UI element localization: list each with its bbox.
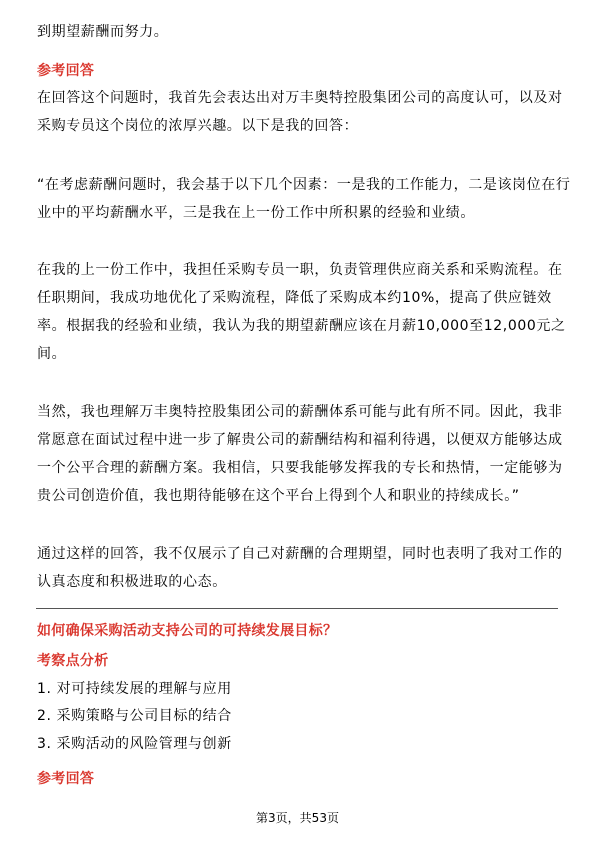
quote-p3-line-4: 贵公司创造价值，我也期待能够在这个平台上得到个人和职业的持续成长。” [37, 488, 520, 504]
quote-p1-line-2: 业中的平均薪酬水平，三是我在上一份工作中所积累的经验和业绩。 [37, 205, 475, 221]
quote-p3-line-2: 常愿意在面试过程中进一步了解贵公司的薪酬结构和福利待遇，以便双方能够达成 [37, 432, 563, 448]
closing-line-2: 认真态度和积极进取的心态。 [37, 574, 227, 590]
section-divider [36, 608, 558, 609]
intro-tail-text: 到期望薪酬而努力。 [37, 24, 169, 40]
answer-intro-line-2: 采购专员这个岗位的浓厚兴趣。以下是我的回答： [37, 118, 359, 134]
question-heading: 如何确保采购活动支持公司的可持续发展目标？ [37, 623, 338, 639]
quote-p3-line-1: 当然，我也理解万丰奥特控股集团公司的薪酬体系可能与此有所不同。因此，我非 [37, 404, 563, 420]
answer-heading: 参考回答 [37, 63, 95, 79]
quote-p3-line-3: 一个公平合理的薪酬方案。我相信，只要我能够发挥我的专长和热情，一定能够为 [37, 460, 563, 476]
analysis-heading: 考察点分析 [37, 653, 109, 669]
analysis-point-3: 3. 采购活动的风险管理与创新 [37, 736, 232, 752]
quote-p2-line-1: 在我的上一份工作中，我担任采购专员一职，负责管理供应商关系和采购流程。在 [37, 262, 563, 278]
answer-heading-2: 参考回答 [37, 771, 95, 787]
analysis-point-2: 2. 采购策略与公司目标的结合 [37, 708, 232, 724]
quote-p2-line-2: 任职期间，我成功地优化了采购流程，降低了采购成本约10%，提高了供应链效 [37, 290, 552, 306]
analysis-point-1: 1. 对可持续发展的理解与应用 [37, 681, 232, 697]
quote-p2-line-4: 间。 [37, 346, 67, 362]
quote-p2-line-3: 率。根据我的经验和业绩，我认为我的期望薪酬应该在月薪10,000至12,000元之 [37, 318, 566, 334]
closing-line-1: 通过这样的回答，我不仅展示了自己对薪酬的合理期望，同时也表明了我对工作的 [37, 546, 563, 562]
answer-intro-line-1: 在回答这个问题时，我首先会表达出对万丰奥特控股集团公司的高度认可，以及对 [37, 90, 563, 106]
quote-p1-line-1: “在考虑薪酬问题时，我会基于以下几个因素：一是我的工作能力，二是该岗位在行 [37, 177, 571, 193]
page-number: 第3页，共53页 [256, 811, 339, 825]
